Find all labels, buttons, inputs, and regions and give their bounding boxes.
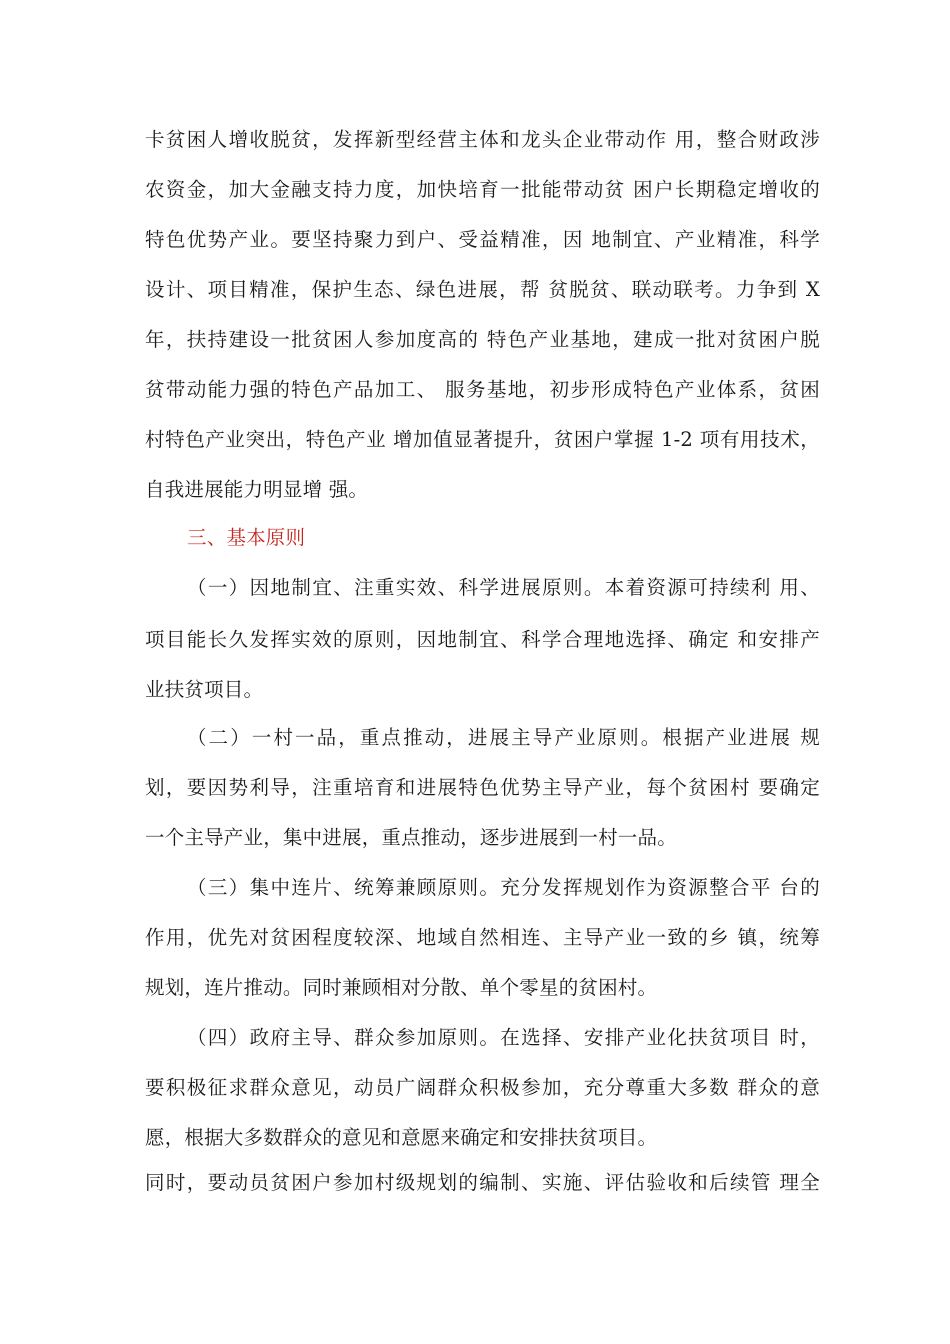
paragraph-line: 年，扶持建设一批贫困人参加度高的 特色产业基地，建成一批对贫困户脱 bbox=[145, 328, 820, 351]
paragraph-line: 作用，优先对贫困程度较深、地域自然相连、主导产业一致的乡 镇，统筹 bbox=[145, 926, 820, 949]
paragraph-line: 村特色产业突出，特色产业 增加值显著提升，贫困户掌握 1-2 项有用技术， bbox=[145, 428, 820, 451]
section-heading: 三、基本原则 bbox=[187, 526, 306, 549]
paragraph-first-line: （二）一村一品，重点推动，进展主导产业原则。根据产业进展 规 bbox=[187, 726, 820, 749]
paragraph-line: 同时，要动员贫困户参加村级规划的编制、实施、评估验收和后续管 理全 bbox=[145, 1171, 820, 1194]
paragraph-line: 业扶贫项目。 bbox=[145, 678, 264, 701]
paragraph-line: 一个主导产业，集中进展，重点推动，逐步进展到一村一品。 bbox=[145, 826, 677, 849]
paragraph-line: 农资金，加大金融支持力度，加快培育一批能带动贫 困户长期稳定增收的 bbox=[145, 178, 820, 201]
paragraph-first-line: （三）集中连片、统筹兼顾原则。充分发挥规划作为资源整合平 台的 bbox=[187, 876, 820, 899]
paragraph-line: 愿，根据大多数群众的意见和意愿来确定和安排扶贫项目。 bbox=[145, 1126, 658, 1149]
paragraph-first-line: （一）因地制宜、注重实效、科学进展原则。本着资源可持续利 用、 bbox=[187, 576, 820, 599]
paragraph-line: 卡贫困人增收脱贫，发挥新型经营主体和龙头企业带动作 用，整合财政涉 bbox=[145, 128, 820, 151]
paragraph-line: 要积极征求群众意见，动员广阔群众积极参加，充分尊重大多数 群众的意 bbox=[145, 1076, 820, 1099]
paragraph-line: 特色优势产业。要坚持聚力到户、受益精准，因 地制宜、产业精准，科学 bbox=[145, 228, 820, 251]
paragraph-line: 规划，连片推动。同时兼顾相对分散、单个零星的贫困村。 bbox=[145, 976, 658, 999]
paragraph-line: 设计、项目精准，保护生态、绿色进展，帮 贫脱贫、联动联考。力争到 X bbox=[145, 278, 820, 301]
paragraph-line: 自我进展能力明显增 强。 bbox=[145, 478, 369, 501]
paragraph-line: 项目能长久发挥实效的原则，因地制宜、科学合理地选择、确定 和安排产 bbox=[145, 628, 820, 651]
paragraph-line: 贫带动能力强的特色产品加工、 服务基地，初步形成特色产业体系，贫困 bbox=[145, 378, 820, 401]
paragraph-first-line: （四）政府主导、群众参加原则。在选择、安排产业化扶贫项目 时， bbox=[187, 1026, 820, 1049]
paragraph-line: 划，要因势利导，注重培育和进展特色优势主导产业，每个贫困村 要确定 bbox=[145, 776, 820, 799]
